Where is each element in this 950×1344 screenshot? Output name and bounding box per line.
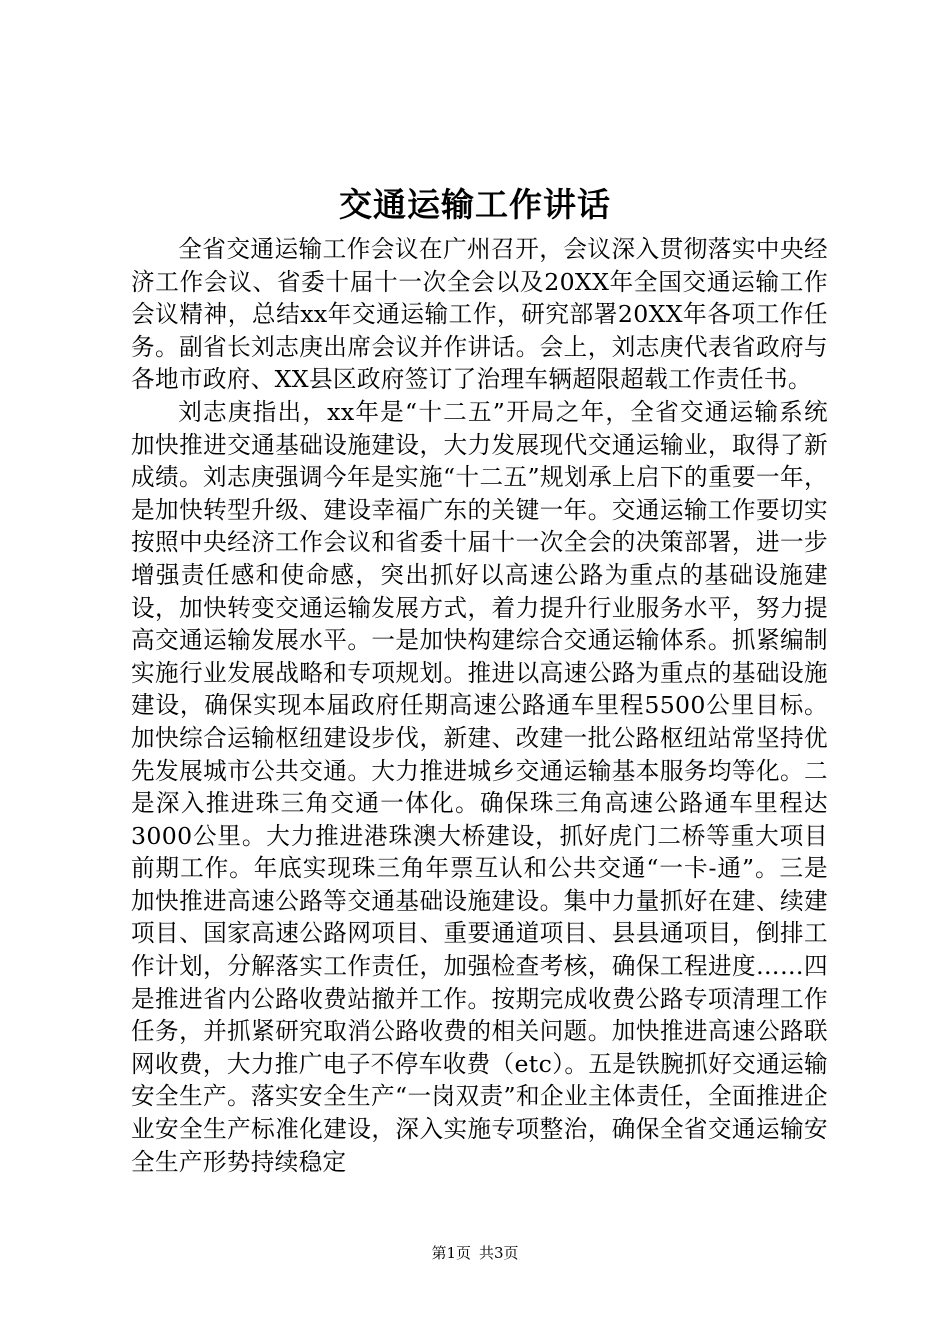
document-body xyxy=(131,233,828,1178)
page-footer xyxy=(0,1243,950,1263)
paragraph-1: 全省交通运输工作会议在广州召开，会议深入贯彻落实中央经济工作会议、省委十届十一次全会以及20XX年全国交通运输工作会议精神，总结xx年交通运输工作，研究部署20XX年各项工作任务。副省长刘志庚出席会议并作讲话。会上，刘志庚代表省政府与各地市政府、XX县区政府签订了治理车辆超限超载工作责任书。 xyxy=(131,235,828,394)
document-title: 交通运输工作讲话 xyxy=(339,185,611,224)
paragraph-2: 刘志庚指出，xx年是“十二五”开局之年，全省交通运输系统加快推进交通基础设施建设，大力发展现代交通运输业，取得了新成绩。刘志庚强调今年是实施“十二五”规划承上启下的重要一年，是加快转型升级、建设幸福广东的关键一年。交通运输工作要切实按照中央经济工作会议和省委十届十一次全会的决策部署，进一步增强责任感和使命感，突出抓好以高速公路为重点的基础设施建设，加快转变交通运输发展方式，着力提升行业服务水平，努力提高交通运输发展水平。一是加快构建综合交通运输体系。抓紧编制实施行业发展战略和专项规划。推进以高速公路为重点的基础设施建设，确保实现本届政府任期高速公路通车里程5500公里目标。加快综合运输枢纽建设步伐，新建、改建一批公路枢纽站常坚持优先发展城市公共交通。大力推进城乡交通运输基本服务均等化。二是深入推进珠三角交通一体化。确保珠三角高速公路通车里程达3000公里。大力推进港珠澳大桥建设，抓好虎门二桥等重大项目前期工作。年底实现珠三角年票互认和公共交通“一卡-通”。三是加快推进高速公路等交通基础设施建设。集中力量抓好在建、续建项目、国家高速公路网项目、重要通道项目、县县通项目，倒排工作计划，分解落实工作责任，加强检查考核，确保工程进度……四是推进省内公路收费站撤并工作。按期完成收费公路专项清理工作任务，并抓紧研究取消公路收费的相关问题。加快推进高速公路联网收费，大力推广电子不停车收费（etc）。五是铁腕抓好交通运输安全生产。落实安全生产“一岗双责”和企业主体责任，全面推进企业安全生产标准化建设，深入实施专项整治，确保全省交通运输安全生产形势持续稳定 xyxy=(131,397,828,1176)
page-number-total: 共3页 xyxy=(479,1244,519,1262)
page-number-current: 第1页 xyxy=(431,1244,471,1262)
